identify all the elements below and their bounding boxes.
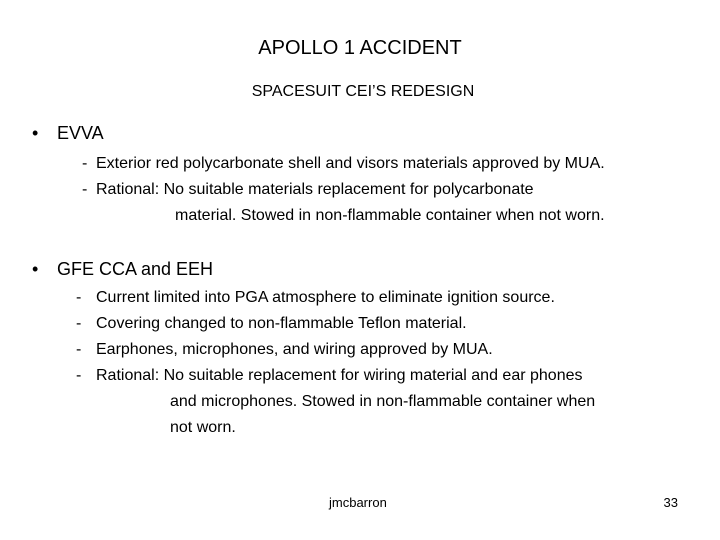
list-item: Earphones, microphones, and wiring approved by MUA. [96,341,493,358]
dash-icon: - [76,315,82,332]
list-item: Current limited into PGA atmosphere to eliminate ignition source. [96,289,555,306]
section-heading: EVVA [57,123,104,143]
footer-author: jmcbarron [329,495,387,510]
dash-icon: - [76,341,82,358]
dash-icon: - [76,289,82,306]
list-item-continuation: not worn. [170,419,236,436]
list-item-continuation: material. Stowed in non-flammable container when not worn. [175,207,605,224]
dash-icon: - [82,181,88,198]
list-item: Rational: No suitable materials replacement for polycarbonate [96,181,534,198]
page-number: 33 [663,495,678,510]
section-heading: GFE CCA and EEH [57,259,214,279]
list-item: Rational: No suitable replacement for wiring material and ear phones [96,367,583,384]
dash-icon: - [76,367,82,384]
list-item: Exterior red polycarbonate shell and visors materials approved by MUA. [96,155,605,172]
list-item-continuation: and microphones. Stowed in non-flammable container when [170,393,596,410]
bullet-icon: • [32,259,39,279]
dash-icon: - [82,155,88,172]
list-item: Covering changed to non-flammable Teflon material. [96,315,467,332]
slide-title: APOLLO 1 ACCIDENT [258,37,462,59]
slide-subtitle: SPACESUIT CEI’S REDESIGN [251,83,475,100]
bullet-icon: • [32,123,39,143]
